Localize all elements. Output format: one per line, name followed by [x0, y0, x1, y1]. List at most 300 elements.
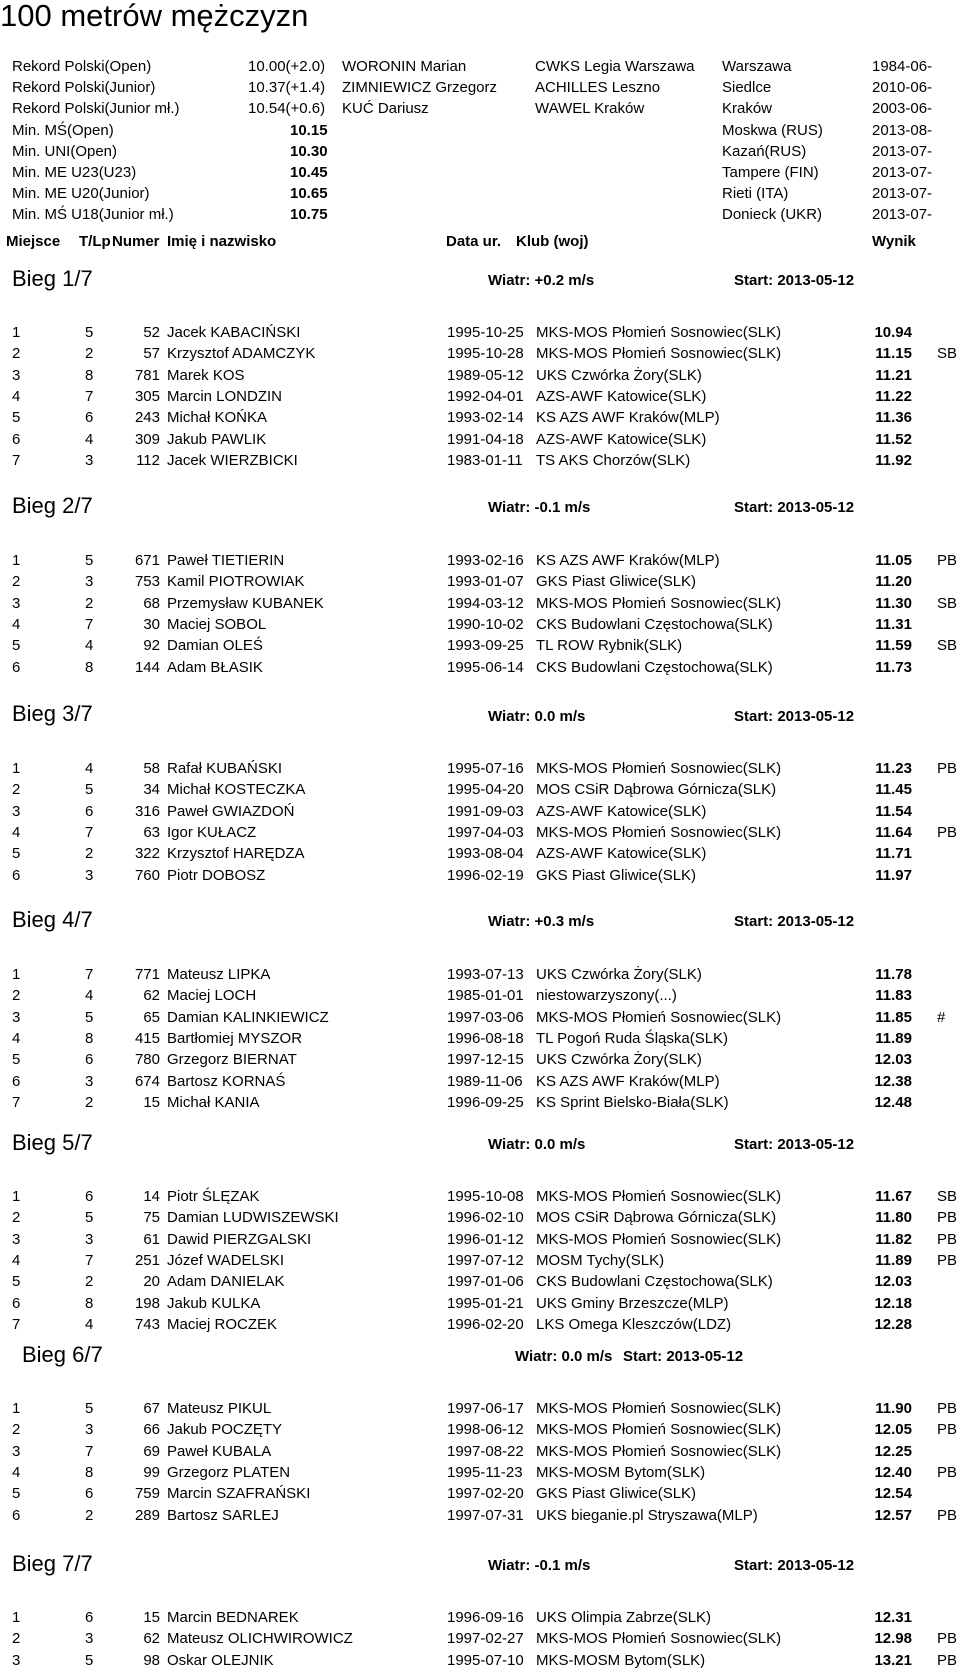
cell-name: Marcin BEDNAREK: [167, 1609, 299, 1626]
heat-start: Start: 2013-05-12: [734, 499, 855, 516]
cell-date: 1993-08-04: [447, 845, 524, 862]
heat-wind: Wiatr: 0.0 m/s: [488, 1136, 586, 1153]
record-label: Min. MŚ U18(Junior mł.): [12, 206, 174, 223]
cell-place: 7: [12, 1316, 21, 1333]
cell-lane: 5: [85, 552, 94, 569]
cell-name: Paweł TIETIERIN: [167, 552, 285, 569]
record-holder: ZIMNIEWICZ Grzegorz: [342, 79, 498, 96]
cell-date: 1995-10-08: [447, 1188, 524, 1205]
cell-place: 3: [12, 367, 21, 384]
cell-num: 67: [143, 1400, 160, 1417]
cell-lane: 5: [85, 1009, 94, 1026]
heat-wind: Wiatr: 0.0 m/s: [488, 708, 586, 725]
cell-club: MKS-MOS Płomień Sosnowiec(SLK): [536, 1630, 782, 1647]
cell-date: 1997-07-12: [447, 1252, 524, 1269]
result-row: [0, 780, 960, 800]
cell-lane: 6: [85, 1051, 94, 1068]
cell-name: Józef WADELSKI: [167, 1252, 284, 1269]
cell-res: 11.85: [875, 1009, 912, 1026]
cell-res: 11.89: [875, 1252, 912, 1269]
cell-name: Grzegorz PLATEN: [167, 1464, 291, 1481]
result-row: [0, 1442, 960, 1462]
cell-club: KS AZS AWF Kraków(MLP): [536, 552, 720, 569]
record-date: 2013-07-: [872, 164, 933, 181]
record-result: 10.65: [290, 185, 328, 202]
cell-lane: 7: [85, 966, 94, 983]
cell-res: 11.78: [875, 966, 912, 983]
cell-place: 6: [12, 1507, 21, 1524]
cell-lane: 7: [85, 388, 94, 405]
cell-club: MKS-MOS Płomień Sosnowiec(SLK): [536, 1421, 782, 1438]
col-dob: Data ur.: [446, 233, 502, 250]
cell-club: KS Sprint Bielsko-Biała(SLK): [536, 1094, 729, 1111]
cell-date: 1997-07-31: [447, 1507, 524, 1524]
cell-res: 11.15: [875, 345, 912, 362]
cell-club: GKS Piast Gliwice(SLK): [536, 1485, 697, 1502]
cell-club: KS AZS AWF Kraków(MLP): [536, 1073, 720, 1090]
cell-name: Jakub PAWLIK: [167, 431, 267, 448]
cell-num: 309: [134, 431, 160, 448]
heat-wind: Wiatr: -0.1 m/s: [488, 499, 591, 516]
cell-name: Marcin LONDZIN: [167, 388, 283, 405]
cell-num: 760: [134, 867, 160, 884]
cell-club: KS AZS AWF Kraków(MLP): [536, 409, 720, 426]
cell-num: 753: [134, 573, 160, 590]
heat-start: Start: 2013-05-12: [734, 272, 855, 289]
result-row: [0, 986, 960, 1006]
cell-res: 12.38: [874, 1073, 912, 1090]
record-label: Rekord Polski(Junior mł.): [12, 100, 180, 117]
result-row: [0, 844, 960, 864]
cell-place: 1: [12, 552, 21, 569]
result-row: [0, 387, 960, 407]
cell-place: 6: [12, 1073, 21, 1090]
cell-res: 11.67: [875, 1188, 912, 1205]
cell-date: 1996-08-18: [447, 1030, 524, 1047]
record-label: Min. ME U20(Junior): [12, 185, 150, 202]
cell-lane: 5: [85, 1652, 94, 1669]
cell-lane: 4: [85, 431, 94, 448]
col-place: Miejsce: [6, 233, 61, 250]
cell-res: 12.48: [874, 1094, 912, 1111]
record-date: 2013-07-: [872, 185, 933, 202]
cell-lane: 6: [85, 409, 94, 426]
result-row: [0, 1608, 960, 1628]
cell-club: MKS-MOS Płomień Sosnowiec(SLK): [536, 824, 782, 841]
result-row: [0, 1506, 960, 1526]
cell-club: MOSM Tychy(SLK): [536, 1252, 665, 1269]
cell-place: 7: [12, 452, 21, 469]
cell-place: 2: [12, 781, 21, 798]
cell-club: UKS Czwórka Żory(SLK): [536, 367, 702, 384]
heat-title: Bieg 4/7: [12, 907, 93, 932]
record-date: 2013-07-: [872, 143, 933, 160]
cell-lane: 6: [85, 803, 94, 820]
cell-lane: 2: [85, 595, 94, 612]
cell-place: 3: [12, 1443, 21, 1460]
cell-club: MKS-MOS Płomień Sosnowiec(SLK): [536, 345, 782, 362]
cell-num: 112: [136, 452, 160, 469]
cell-res: 11.21: [875, 367, 912, 384]
cell-note: PB: [937, 760, 958, 777]
cell-note: SB: [937, 637, 958, 654]
record-date: 2013-07-: [872, 206, 933, 223]
cell-date: 1993-02-16: [447, 552, 524, 569]
cell-res: 11.05: [875, 552, 912, 569]
cell-place: 6: [12, 867, 21, 884]
result-row: [0, 658, 960, 678]
cell-club: niestowarzyszony(...): [536, 987, 677, 1004]
cell-club: TL ROW Rybnik(SLK): [536, 637, 683, 654]
cell-date: 1995-04-20: [447, 781, 524, 798]
cell-lane: 7: [85, 616, 94, 633]
heat-title: Bieg 1/7: [12, 266, 93, 291]
cell-date: 1996-01-12: [447, 1231, 524, 1248]
cell-name: Adam BŁASIK: [167, 659, 263, 676]
cell-num: 781: [134, 367, 160, 384]
cell-num: 61: [143, 1231, 160, 1248]
cell-name: Michał KOŃKA: [167, 409, 268, 426]
cell-lane: 5: [85, 1400, 94, 1417]
cell-name: Maciej SOBOL: [167, 616, 267, 633]
record-holder: KUĆ Dariusz: [342, 100, 429, 117]
cell-date: 1997-08-22: [447, 1443, 524, 1460]
cell-date: 1989-05-12: [447, 367, 524, 384]
cell-date: 1996-02-19: [447, 867, 524, 884]
cell-date: 1991-04-18: [447, 431, 524, 448]
cell-date: 1997-02-27: [447, 1630, 524, 1647]
cell-res: 11.83: [875, 987, 912, 1004]
cell-lane: 6: [85, 1609, 94, 1626]
heat-wind: Wiatr: +0.2 m/s: [488, 272, 595, 289]
record-club: ACHILLES Leszno: [535, 79, 661, 96]
cell-num: 65: [143, 1009, 160, 1026]
heat-start: Start: 2013-05-12: [734, 708, 855, 725]
cell-place: 3: [12, 1231, 21, 1248]
cell-num: 62: [143, 1630, 160, 1647]
cell-res: 11.82: [875, 1231, 912, 1248]
cell-place: 3: [12, 595, 21, 612]
cell-res: 13.21: [874, 1652, 912, 1669]
cell-res: 12.03: [874, 1051, 912, 1068]
cell-place: 4: [12, 1030, 21, 1047]
cell-date: 1991-09-03: [447, 803, 524, 820]
cell-num: 674: [134, 1073, 160, 1090]
cell-res: 11.45: [875, 781, 912, 798]
cell-note: PB: [937, 1630, 958, 1647]
cell-place: 3: [12, 1652, 21, 1669]
cell-club: MKS-MOSM Bytom(SLK): [536, 1652, 706, 1669]
record-place: Moskwa (RUS): [722, 122, 823, 139]
heat-wind: Wiatr: -0.1 m/s: [488, 1557, 591, 1574]
cell-name: Michał KOSTECZKA: [167, 781, 306, 798]
cell-date: 1985-01-01: [447, 987, 524, 1004]
result-row: [0, 1072, 960, 1092]
heat-wind: Wiatr: +0.3 m/s: [488, 913, 595, 930]
cell-res: 11.64: [875, 824, 912, 841]
cell-date: 1996-02-20: [447, 1316, 524, 1333]
result-row: [0, 1187, 960, 1207]
cell-place: 2: [12, 987, 21, 1004]
cell-note: PB: [937, 1464, 958, 1481]
cell-lane: 2: [85, 1094, 94, 1111]
cell-res: 12.31: [874, 1609, 912, 1626]
cell-name: Jakub KULKA: [167, 1295, 261, 1312]
cell-lane: 7: [85, 1252, 94, 1269]
cell-place: 4: [12, 824, 21, 841]
cell-name: Mateusz PIKUL: [167, 1400, 272, 1417]
cell-num: 771: [134, 966, 160, 983]
result-row: [0, 615, 960, 635]
cell-place: 6: [12, 659, 21, 676]
cell-name: Igor KUŁACZ: [167, 824, 257, 841]
cell-place: 6: [12, 431, 21, 448]
cell-date: 1997-06-17: [447, 1400, 524, 1417]
cell-place: 2: [12, 573, 21, 590]
cell-num: 92: [143, 637, 160, 654]
cell-name: Przemysław KUBANEK: [167, 595, 324, 612]
cell-club: UKS Czwórka Żory(SLK): [536, 1051, 702, 1068]
cell-place: 2: [12, 345, 21, 362]
cell-num: 57: [143, 345, 160, 362]
cell-name: Bartłomiej MYSZOR: [167, 1030, 303, 1047]
cell-num: 30: [143, 616, 160, 633]
record-label: Rekord Polski(Junior): [12, 79, 156, 96]
cell-club: MKS-MOS Płomień Sosnowiec(SLK): [536, 324, 782, 341]
cell-place: 3: [12, 803, 21, 820]
cell-res: 12.28: [874, 1316, 912, 1333]
result-row: [0, 1315, 960, 1335]
cell-lane: 6: [85, 1188, 94, 1205]
cell-lane: 8: [85, 1030, 94, 1047]
cell-num: 743: [134, 1316, 160, 1333]
cell-club: GKS Piast Gliwice(SLK): [536, 573, 697, 590]
cell-club: MKS-MOS Płomień Sosnowiec(SLK): [536, 1009, 782, 1026]
cell-name: Adam DANIELAK: [167, 1273, 285, 1290]
cell-date: 1995-10-25: [447, 324, 524, 341]
result-row: [0, 451, 960, 471]
cell-lane: 4: [85, 1316, 94, 1333]
cell-club: AZS-AWF Katowice(SLK): [536, 845, 707, 862]
cell-name: Mateusz LIPKA: [167, 966, 271, 983]
cell-res: 12.40: [874, 1464, 912, 1481]
cell-lane: 2: [85, 345, 94, 362]
cell-date: 1995-11-23: [447, 1464, 523, 1481]
cell-note: PB: [937, 1507, 958, 1524]
cell-res: 11.30: [875, 595, 912, 612]
cell-date: 1997-02-20: [447, 1485, 524, 1502]
heat-title: Bieg 2/7: [12, 493, 93, 518]
cell-date: 1995-07-10: [447, 1652, 524, 1669]
cell-num: 251: [134, 1252, 160, 1269]
cell-res: 11.54: [875, 803, 912, 820]
record-label: Min. UNI(Open): [12, 143, 118, 160]
cell-num: 20: [143, 1273, 160, 1290]
cell-res: 12.18: [874, 1295, 912, 1312]
result-row: [0, 1651, 960, 1671]
cell-date: 1994-03-12: [447, 595, 524, 612]
cell-name: Jacek WIERZBICKI: [167, 452, 298, 469]
col-number: Numer: [112, 233, 160, 250]
record-label: Min. ME U23(U23): [12, 164, 137, 181]
cell-date: 1997-03-06: [447, 1009, 524, 1026]
cell-num: 671: [134, 552, 160, 569]
cell-place: 1: [12, 1400, 21, 1417]
cell-res: 11.92: [875, 452, 912, 469]
record-result: 10.00(+2.0): [248, 58, 326, 75]
result-row: [0, 1420, 960, 1440]
cell-date: 1996-09-25: [447, 1094, 524, 1111]
cell-num: 305: [134, 388, 160, 405]
record-label: Rekord Polski(Open): [12, 58, 152, 75]
result-row: [0, 323, 960, 343]
cell-lane: 6: [85, 1485, 94, 1502]
cell-date: 1992-04-01: [447, 388, 524, 405]
cell-date: 1996-09-16: [447, 1609, 524, 1626]
cell-num: 99: [143, 1464, 160, 1481]
cell-lane: 3: [85, 573, 94, 590]
cell-name: Maciej ROCZEK: [167, 1316, 278, 1333]
cell-res: 11.97: [875, 867, 912, 884]
record-place: Kazań(RUS): [722, 143, 807, 160]
heat-title: Bieg 3/7: [12, 701, 93, 726]
cell-res: 11.22: [875, 388, 912, 405]
cell-name: Rafał KUBAŃSKI: [167, 760, 283, 777]
cell-place: 5: [12, 845, 21, 862]
cell-date: 1997-01-06: [447, 1273, 524, 1290]
cell-num: 759: [134, 1485, 160, 1502]
cell-num: 66: [143, 1421, 160, 1438]
cell-name: Jakub POCZĘTY: [167, 1421, 283, 1438]
cell-lane: 4: [85, 760, 94, 777]
cell-note: SB: [937, 1188, 958, 1205]
cell-club: MOS CSiR Dąbrowa Górnicza(SLK): [536, 781, 777, 798]
cell-place: 4: [12, 1464, 21, 1481]
cell-res: 11.31: [875, 616, 912, 633]
cell-name: Marek KOS: [167, 367, 245, 384]
cell-club: MKS-MOS Płomień Sosnowiec(SLK): [536, 1231, 782, 1248]
record-place: Siedlce: [722, 79, 772, 96]
cell-place: 1: [12, 966, 21, 983]
cell-name: Bartosz KORNAŚ: [167, 1073, 286, 1090]
cell-res: 10.94: [874, 324, 912, 341]
cell-lane: 5: [85, 324, 94, 341]
cell-lane: 3: [85, 1421, 94, 1438]
cell-lane: 8: [85, 1295, 94, 1312]
result-row: [0, 1629, 960, 1649]
cell-place: 1: [12, 324, 21, 341]
cell-lane: 4: [85, 987, 94, 1004]
record-place: Tampere (FIN): [722, 164, 819, 181]
cell-res: 11.36: [875, 409, 912, 426]
cell-place: 1: [12, 760, 21, 777]
cell-place: 6: [12, 1295, 21, 1312]
cell-num: 780: [134, 1051, 160, 1068]
cell-res: 11.59: [875, 637, 912, 654]
cell-club: AZS-AWF Katowice(SLK): [536, 388, 707, 405]
result-row: [0, 636, 960, 656]
cell-place: 1: [12, 1609, 21, 1626]
cell-res: 12.98: [874, 1630, 912, 1647]
record-date: 1984-06-: [872, 58, 933, 75]
cell-name: Michał KANIA: [167, 1094, 260, 1111]
heat-title: Bieg 7/7: [12, 1551, 93, 1576]
col-lane: T/Lp: [79, 233, 111, 250]
cell-num: 198: [134, 1295, 160, 1312]
cell-club: UKS Olimpia Zabrze(SLK): [536, 1609, 712, 1626]
cell-club: AZS-AWF Katowice(SLK): [536, 431, 707, 448]
cell-lane: 7: [85, 1443, 94, 1460]
cell-date: 1995-07-16: [447, 760, 524, 777]
heat-start: Start: 2013-05-12: [623, 1348, 744, 1365]
cell-lane: 2: [85, 845, 94, 862]
cell-lane: 8: [85, 659, 94, 676]
cell-res: 11.80: [875, 1209, 912, 1226]
cell-note: PB: [937, 1231, 958, 1248]
cell-name: Damian KALINKIEWICZ: [167, 1009, 329, 1026]
result-row: [0, 823, 960, 843]
result-row: [0, 802, 960, 822]
cell-num: 144: [134, 659, 160, 676]
cell-date: 1990-10-02: [447, 616, 524, 633]
cell-res: 11.73: [875, 659, 912, 676]
record-result: 10.30: [290, 143, 328, 160]
result-row: [0, 1463, 960, 1483]
cell-lane: 3: [85, 1630, 94, 1647]
cell-res: 12.54: [874, 1485, 912, 1502]
result-row: [0, 1399, 960, 1419]
cell-res: 12.57: [874, 1507, 912, 1524]
cell-lane: 8: [85, 367, 94, 384]
cell-date: 1989-11-06: [447, 1073, 523, 1090]
result-row: [0, 1294, 960, 1314]
result-row: [0, 408, 960, 428]
col-name: Imię i nazwisko: [167, 233, 277, 250]
result-row: [0, 366, 960, 386]
cell-lane: 4: [85, 637, 94, 654]
cell-res: 11.90: [875, 1400, 912, 1417]
result-row: [0, 594, 960, 614]
cell-note: PB: [937, 552, 958, 569]
cell-num: 14: [143, 1188, 160, 1205]
cell-date: 1993-09-25: [447, 637, 524, 654]
result-row: [0, 1230, 960, 1250]
record-date: 2013-08-: [872, 122, 933, 139]
cell-name: Bartosz SARLEJ: [167, 1507, 279, 1524]
cell-lane: 8: [85, 1464, 94, 1481]
heat-wind: Wiatr: 0.0 m/s: [515, 1348, 613, 1365]
cell-name: Maciej LOCH: [167, 987, 257, 1004]
cell-name: Krzysztof HARĘDZA: [167, 845, 305, 862]
cell-note: #: [937, 1009, 946, 1026]
cell-date: 1993-02-14: [447, 409, 524, 426]
cell-club: TL Pogoń Ruda Śląska(SLK): [536, 1030, 729, 1047]
result-row: [0, 1484, 960, 1504]
cell-club: AZS-AWF Katowice(SLK): [536, 803, 707, 820]
cell-note: PB: [937, 824, 958, 841]
cell-name: Marcin SZAFRAŃSKI: [167, 1485, 311, 1502]
cell-club: TS AKS Chorzów(SLK): [536, 452, 691, 469]
result-row: [0, 572, 960, 592]
cell-place: 5: [12, 1051, 21, 1068]
cell-note: PB: [937, 1421, 958, 1438]
cell-club: CKS Budowlani Częstochowa(SLK): [536, 659, 773, 676]
cell-date: 1995-10-28: [447, 345, 524, 362]
cell-name: Damian OLEŚ: [167, 637, 263, 654]
record-holder: WORONIN Marian: [342, 58, 467, 75]
cell-name: Jacek KABACIŃSKI: [167, 324, 301, 341]
cell-res: 11.52: [875, 431, 912, 448]
